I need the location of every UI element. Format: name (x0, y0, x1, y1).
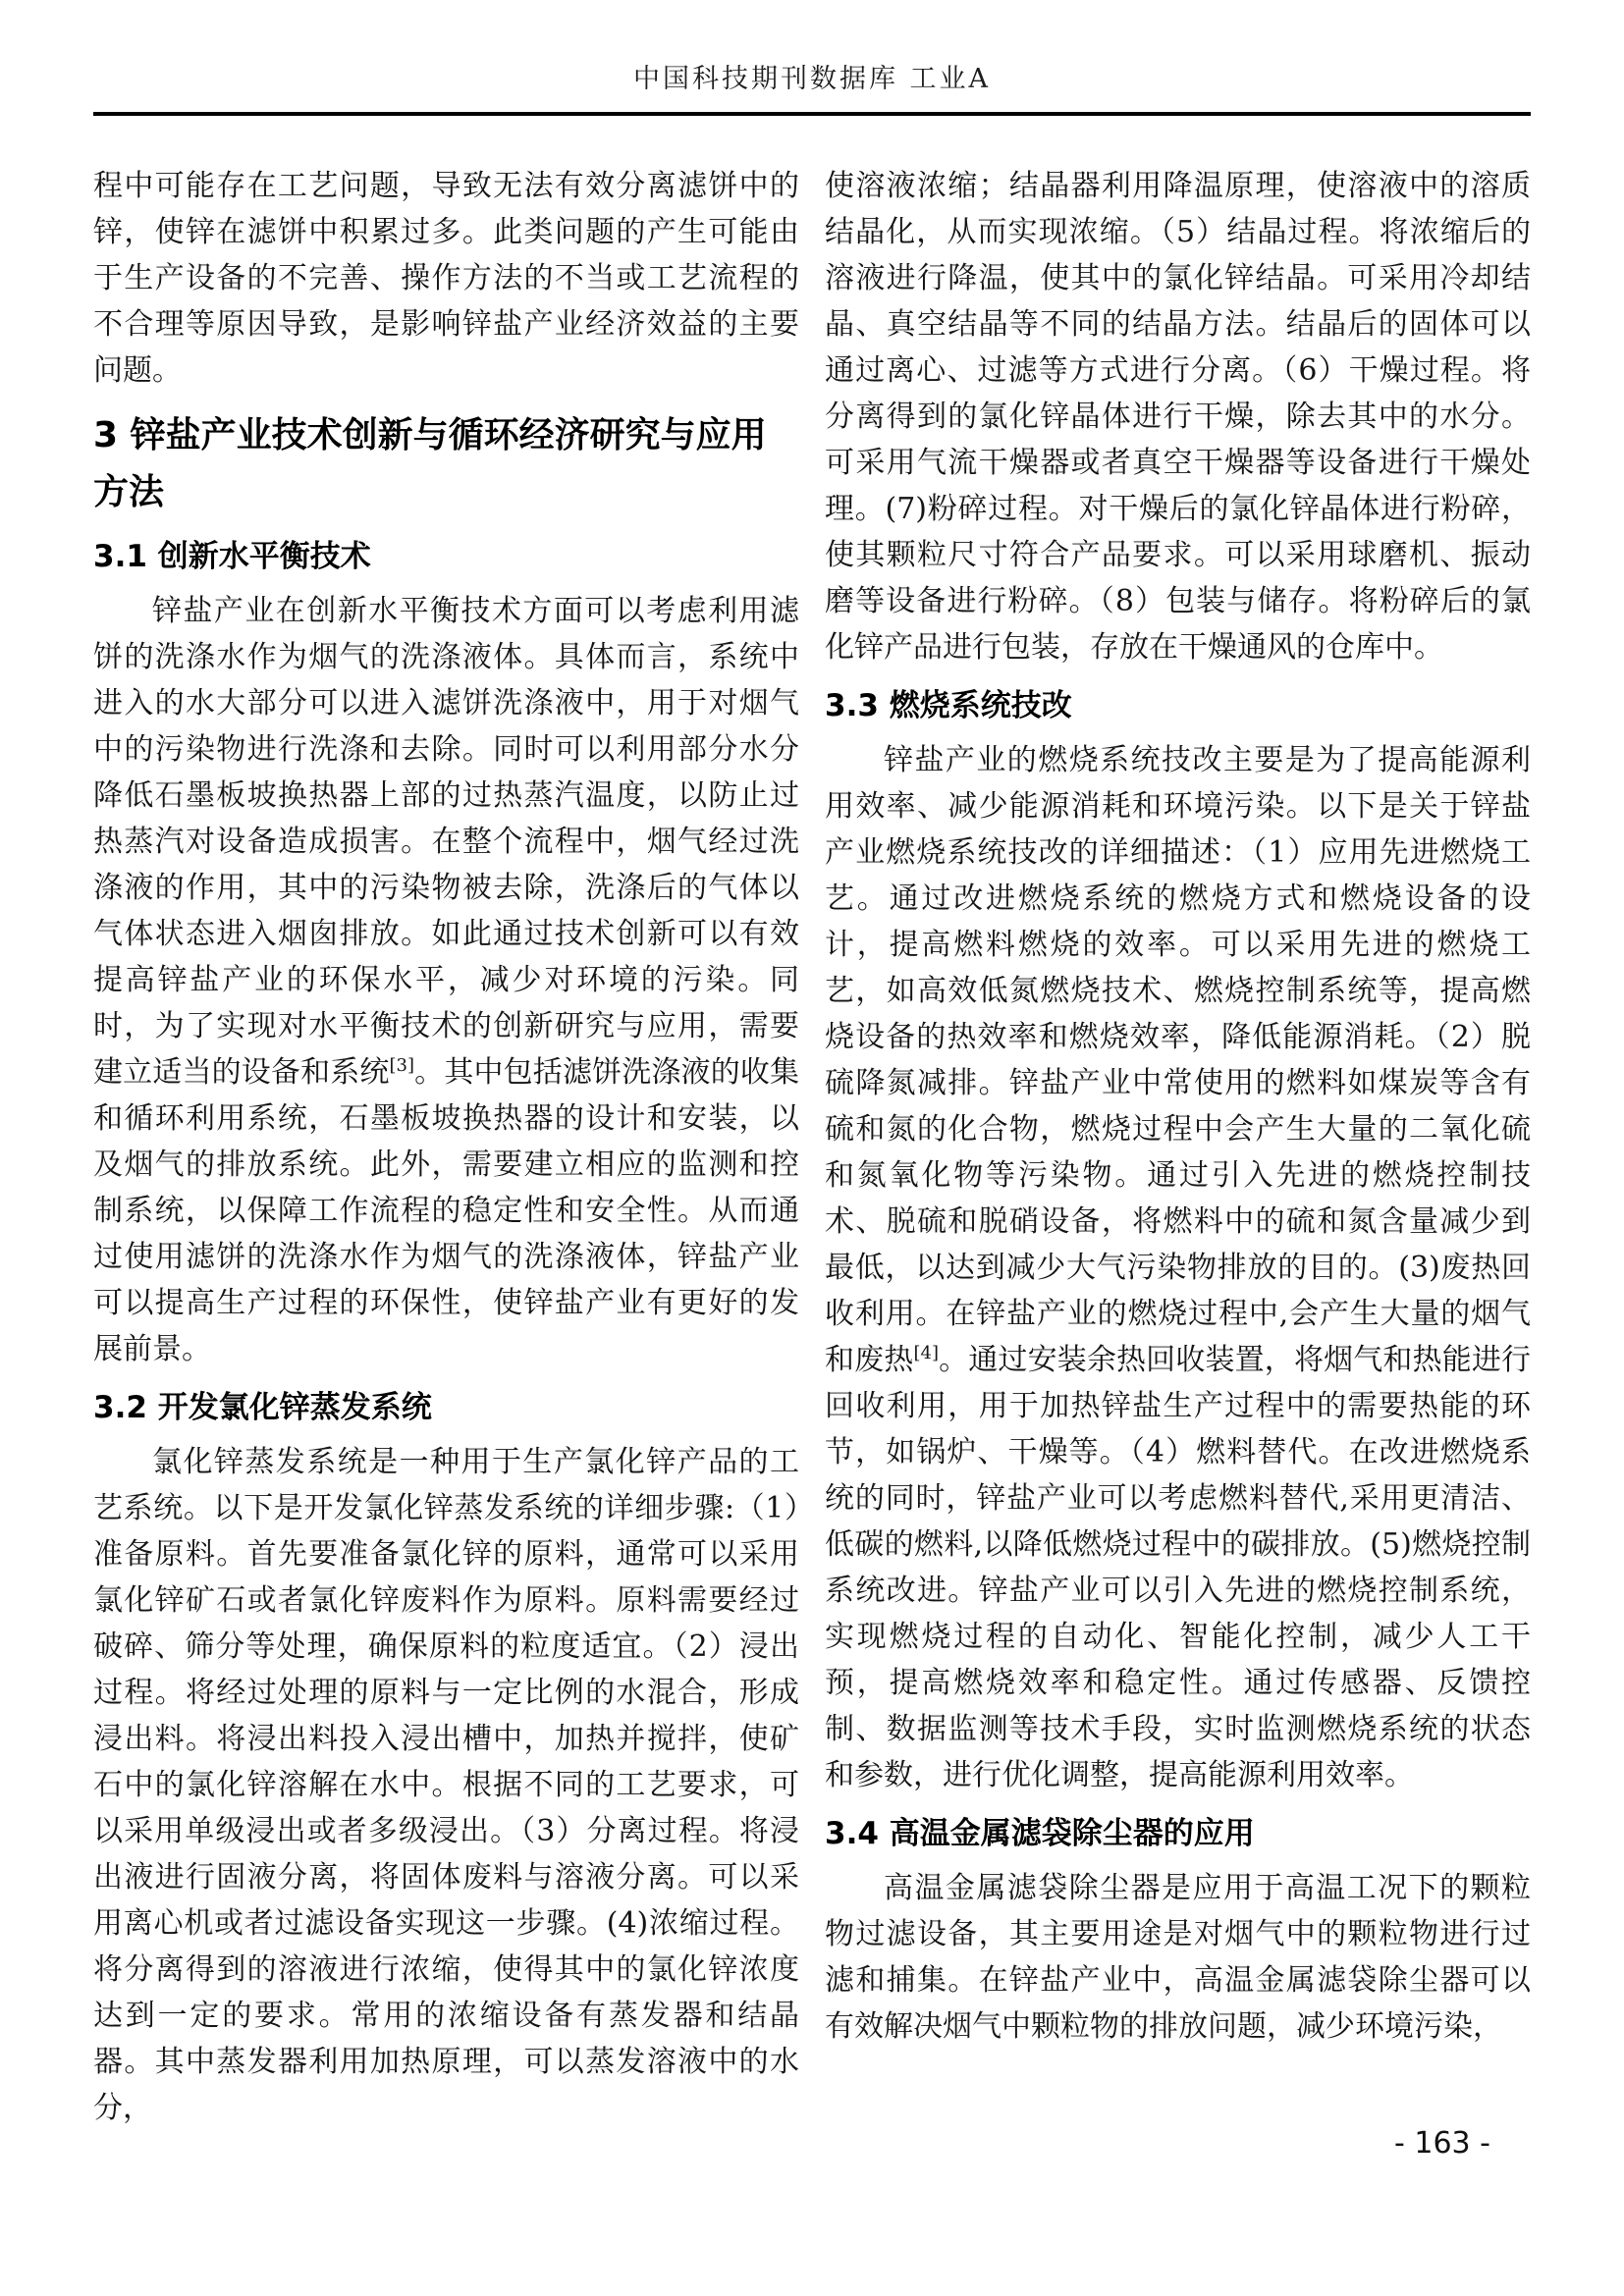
paragraph-intro-continuation: 程中可能存在工艺问题，导致无法有效分离滤饼中的锌，使锌在滤饼中积累过多。此类问题的产生可能由于生产设备的不完善、操作方法的不当或工艺流程的不合理等原因导致，是影响锌盐产业经济效益的主要问题。 (93, 169, 799, 388)
left-column (93, 163, 799, 2131)
paragraph-3-1: 锌盐产业在创新水平衡技术方面可以考虑利用滤饼的洗涤水作为烟气的洗涤液体。具体而言，系统中进入的水大部分可以进入滤饼洗涤液中，用于对烟气中的污染物进行洗涤和去除。同时可以利用部分水分降低石墨板坡换热器上部的过热蒸汽温度，以防止过热蒸汽对设备造成损害。在整个流程中，烟气经过洗涤液的作用，其中的污染物被去除，洗涤后的气体以气体状态进入烟囱排放。如此通过技术创新可以有效提高锌盐产业的环保水平，减少对环境的污染。同时，为了实现对水平衡技术的创新研究与应用，需要建立适当的设备和系统[3]。其中包括滤饼洗涤液的收集和循环利用系统，石墨板坡换热器的设计和安装，以及烟气的排放系统。此外，需要建立相应的监测和控制系统，以保障工作流程的稳定性和安全性。从而通过使用滤饼的洗涤水作为烟气的洗涤液体，锌盐产业可以提高生产过程的环保性，使锌盐产业有更好的发展前景。 (93, 594, 800, 1366)
paragraph-3-2-continuation: 使溶液浓缩；结晶器利用降温原理，使溶液中的溶质结晶化，从而实现浓缩。（5）结晶过程。将浓缩后的溶液进行降温，使其中的氯化锌结晶。可采用冷却结晶、真空结晶等不同的结晶方法。结晶后的固体可以通过离心、过滤等方式进行分离。（6）干燥过程。将分离得到的氯化锌晶体进行干燥，除去其中的水分。可采用气流干燥器或者真空干燥器等设备进行干燥处理。(7)粉碎过程。对干燥后的氯化锌晶体进行粉碎，使其颗粒尺寸符合产品要求。可以采用球磨机、振动磨等设备进行粉碎。（8）包装与储存。将粉碎后的氯化锌产品进行包装，存放在干燥通风的仓库中。 (825, 169, 1531, 665)
subsection-3-4-heading: 3.4 高温金属滤袋除尘器的应用 (825, 1816, 1255, 1851)
right-column (825, 163, 1531, 2131)
header-rule (93, 112, 1531, 116)
page-number: - 163 - (1394, 2126, 1490, 2161)
subsection-3-2-heading: 3.2 开发氯化锌蒸发系统 (93, 1390, 432, 1425)
subsection-3-1-heading: 3.1 创新水平衡技术 (93, 539, 371, 574)
two-column-body (93, 163, 1531, 2131)
paragraph-3-4: 高温金属滤袋除尘器是应用于高温工况下的颗粒物过滤设备，其主要用途是对烟气中的颗粒物进行过滤和捕集。在锌盐产业中，高温金属滤袋除尘器可以有效解决烟气中颗粒物的排放问题，减少环境污染， (825, 1871, 1531, 2044)
page-header (0, 57, 1624, 95)
paragraph-3-3: 锌盐产业的燃烧系统技改主要是为了提高能源利用效率、减少能源消耗和环境污染。以下是关于锌盐产业燃烧系统技改的详细描述：（1）应用先进燃烧工艺。通过改进燃烧系统的燃烧方式和燃烧设备的设计，提高燃料燃烧的效率。可以采用先进的燃烧工艺，如高效低氮燃烧技术、燃烧控制系统等，提高燃烧设备的热效率和燃烧效率，降低能源消耗。（2）脱硫降氮减排。锌盐产业中常使用的燃料如煤炭等含有硫和氮的化合物，燃烧过程中会产生大量的二氧化硫和氮氧化物等污染物。通过引入先进的燃烧控制技术、脱硫和脱硝设备，将燃料中的硫和氮含量减少到最低，以达到减少大气污染物排放的目的。(3)废热回收利用。在锌盐产业的燃烧过程中,会产生大量的烟气和废热[4]。通过安装余热回收装置，将烟气和热能进行回收利用，用于加热锌盐生产过程中的需要热能的环节，如锅炉、干燥等。（4）燃料替代。在改进燃烧系统的同时，锌盐产业可以考虑燃料替代,采用更清洁、低碳的燃料,以降低燃烧过程中的碳排放。(5)燃烧控制系统改进。锌盐产业可以引入先进的燃烧控制系统，实现燃烧过程的自动化、智能化控制，减少人工干预，提高燃烧效率和稳定性。通过传感器、反馈控制、数据监测等技术手段，实时监测燃烧系统的状态和参数，进行优化调整，提高能源利用效率。 (825, 743, 1532, 1792)
header-text: 中国科技期刊数据库 工业A (632, 64, 992, 94)
subsection-3-3-heading: 3.3 燃烧系统技改 (825, 688, 1072, 723)
section-3-heading: 3 锌盐产业技术创新与循环经济研究与应用方法 (93, 415, 767, 512)
paragraph-3-2: 氯化锌蒸发系统是一种用于生产氯化锌产品的工艺系统。以下是开发氯化锌蒸发系统的详细步骤:（1）准备原料。首先要准备氯化锌的原料，通常可以采用氯化锌矿石或者氯化锌废料作为原料。原料需要经过破碎、筛分等处理，确保原料的粒度适宜。（2）浸出过程。将经过处理的原料与一定比例的水混合，形成浸出料。将浸出料投入浸出槽中，加热并搅拌，使矿石中的氯化锌溶解在水中。根据不同的工艺要求，可以采用单级浸出或者多级浸出。（3）分离过程。将浸出液进行固液分离，将固体废料与溶液分离。可以采用离心机或者过滤设备实现这一步骤。(4)浓缩过程。将分离得到的溶液进行浓缩，使得其中的氯化锌浓度达到一定的要求。常用的浓缩设备有蒸发器和结晶器。其中蒸发器利用加热原理，可以蒸发溶液中的水分， (93, 1445, 799, 2125)
